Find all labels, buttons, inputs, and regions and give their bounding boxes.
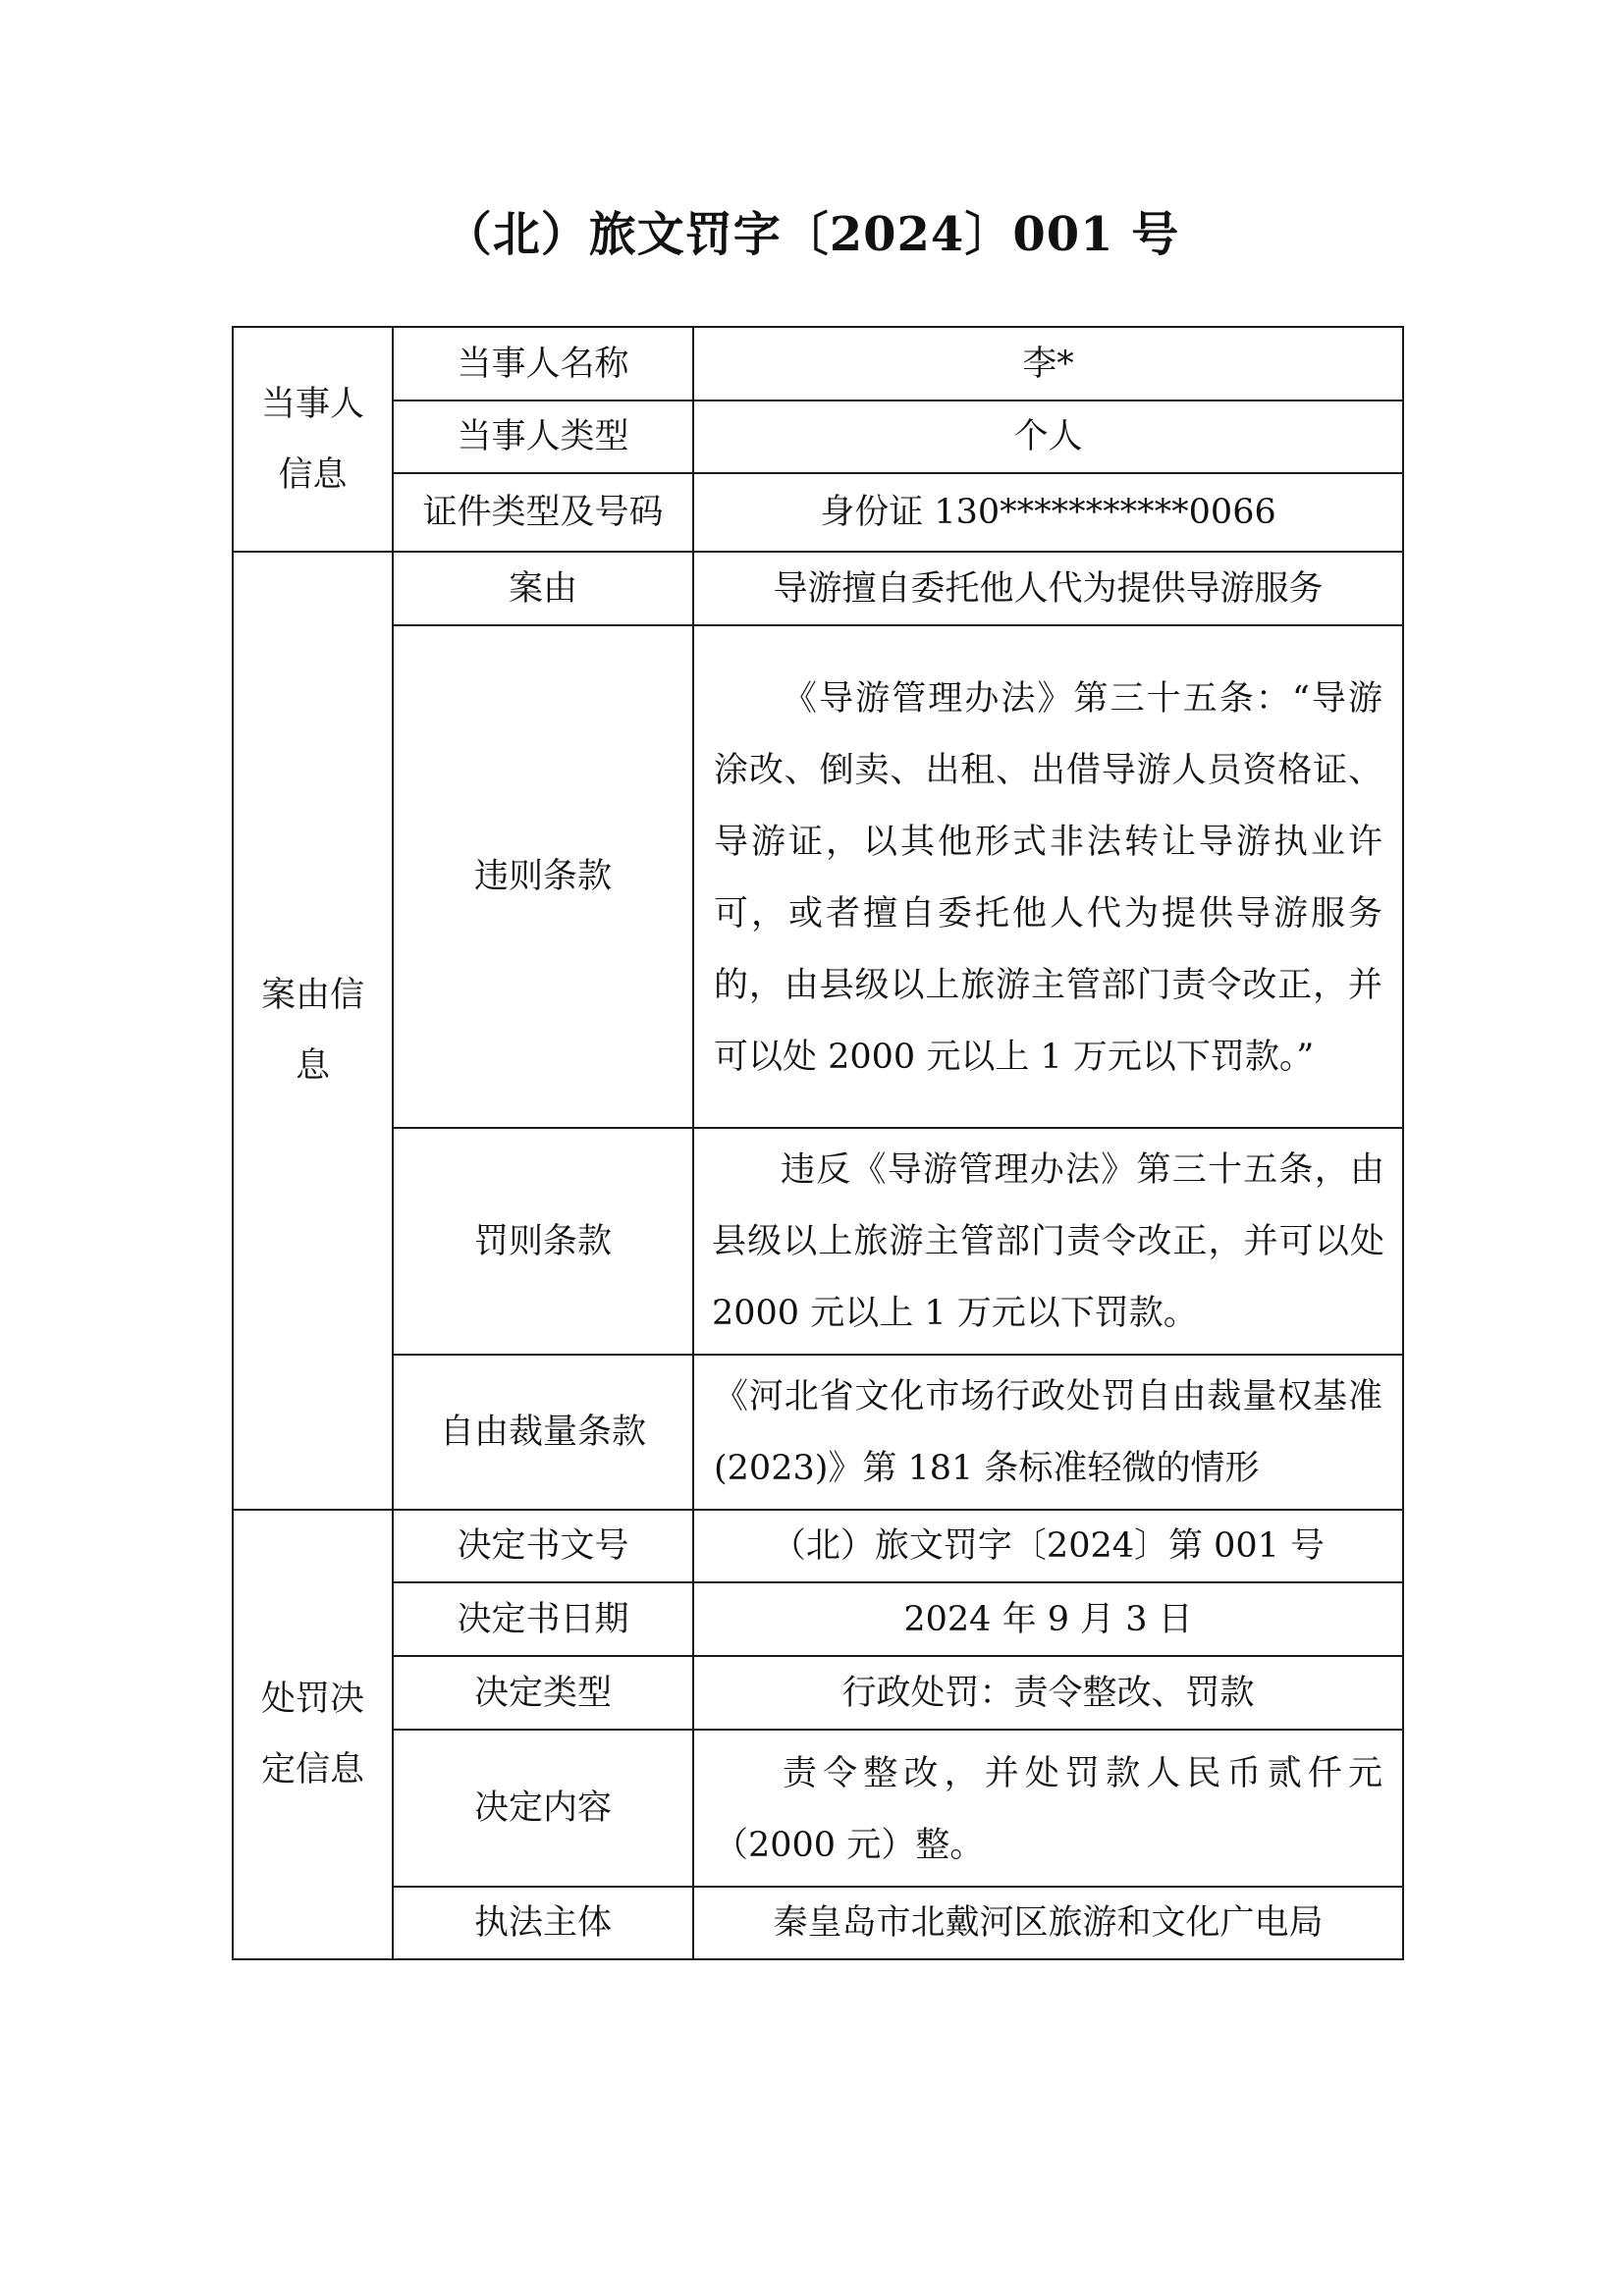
decision-type-value: 行政处罚：责令整改、罚款 bbox=[693, 1656, 1403, 1730]
discretion-clause-row bbox=[233, 1355, 1403, 1510]
decision-doc-no-row bbox=[233, 1510, 1403, 1582]
party-type-label: 当事人类型 bbox=[393, 400, 693, 473]
case-cause-label: 案由 bbox=[393, 552, 693, 625]
decision-doc-no-value: （北）旅文罚字〔2024〕第 001 号 bbox=[693, 1510, 1403, 1582]
decision-doc-no-label: 决定书文号 bbox=[393, 1510, 693, 1582]
party-type-value: 个人 bbox=[693, 400, 1403, 473]
discretion-clause-value: 《河北省文化市场行政处罚自由裁量权基准(2023)》第 181 条标准轻微的情形 bbox=[693, 1355, 1403, 1510]
decision-content-row bbox=[233, 1730, 1403, 1887]
penalty-clause-row bbox=[233, 1128, 1403, 1355]
violated-clause-row bbox=[233, 625, 1403, 1128]
decision-info-group-label: 处罚决定信息 bbox=[233, 1510, 393, 1959]
party-type-row bbox=[233, 400, 1403, 473]
decision-content-label: 决定内容 bbox=[393, 1730, 693, 1887]
decision-content-value: 责令整改，并处罚款人民币贰仟元（2000 元）整。 bbox=[693, 1730, 1403, 1887]
violated-clause-value: 《导游管理办法》第三十五条：“导游涂改、倒卖、出租、出借导游人员资格证、导游证，以其他形式非法转让导游执业许可，或者擅自委托他人代为提供导游服务的，由县级以上旅游主管部门责令改正，并可以处 2000 元以上 1 万元以下罚款。” bbox=[693, 625, 1403, 1128]
party-info-group-label: 当事人信息 bbox=[233, 327, 393, 552]
enforcement-authority-label: 执法主体 bbox=[393, 1887, 693, 1959]
enforcement-authority-value: 秦皇岛市北戴河区旅游和文化广电局 bbox=[693, 1887, 1403, 1959]
enforcement-authority-row bbox=[233, 1887, 1403, 1959]
penalty-clause-label: 罚则条款 bbox=[393, 1128, 693, 1355]
decision-type-label: 决定类型 bbox=[393, 1656, 693, 1730]
case-cause-value: 导游擅自委托他人代为提供导游服务 bbox=[693, 552, 1403, 625]
document-title: （北）旅文罚字〔2024〕001 号 bbox=[444, 207, 1180, 262]
penalty-clause-value: 违反《导游管理办法》第三十五条，由县级以上旅游主管部门责令改正，并可以处 2000 元以上 1 万元以下罚款。 bbox=[693, 1128, 1403, 1355]
decision-type-row bbox=[233, 1656, 1403, 1730]
violated-clause-label: 违则条款 bbox=[393, 625, 693, 1128]
discretion-clause-label: 自由裁量条款 bbox=[393, 1355, 693, 1510]
case-info-group-label: 案由信息 bbox=[233, 552, 393, 1510]
decision-date-label: 决定书日期 bbox=[393, 1582, 693, 1656]
party-name-value: 李* bbox=[693, 327, 1403, 400]
party-id-label: 证件类型及号码 bbox=[393, 473, 693, 552]
decision-date-value: 2024 年 9 月 3 日 bbox=[693, 1582, 1403, 1656]
party-name-row bbox=[233, 327, 1403, 400]
decision-date-row bbox=[233, 1582, 1403, 1656]
party-id-value: 身份证 130***********0066 bbox=[693, 473, 1403, 552]
case-cause-row bbox=[233, 552, 1403, 625]
party-id-row bbox=[233, 473, 1403, 552]
penalty-info-table bbox=[232, 326, 1404, 1960]
party-name-label: 当事人名称 bbox=[393, 327, 693, 400]
